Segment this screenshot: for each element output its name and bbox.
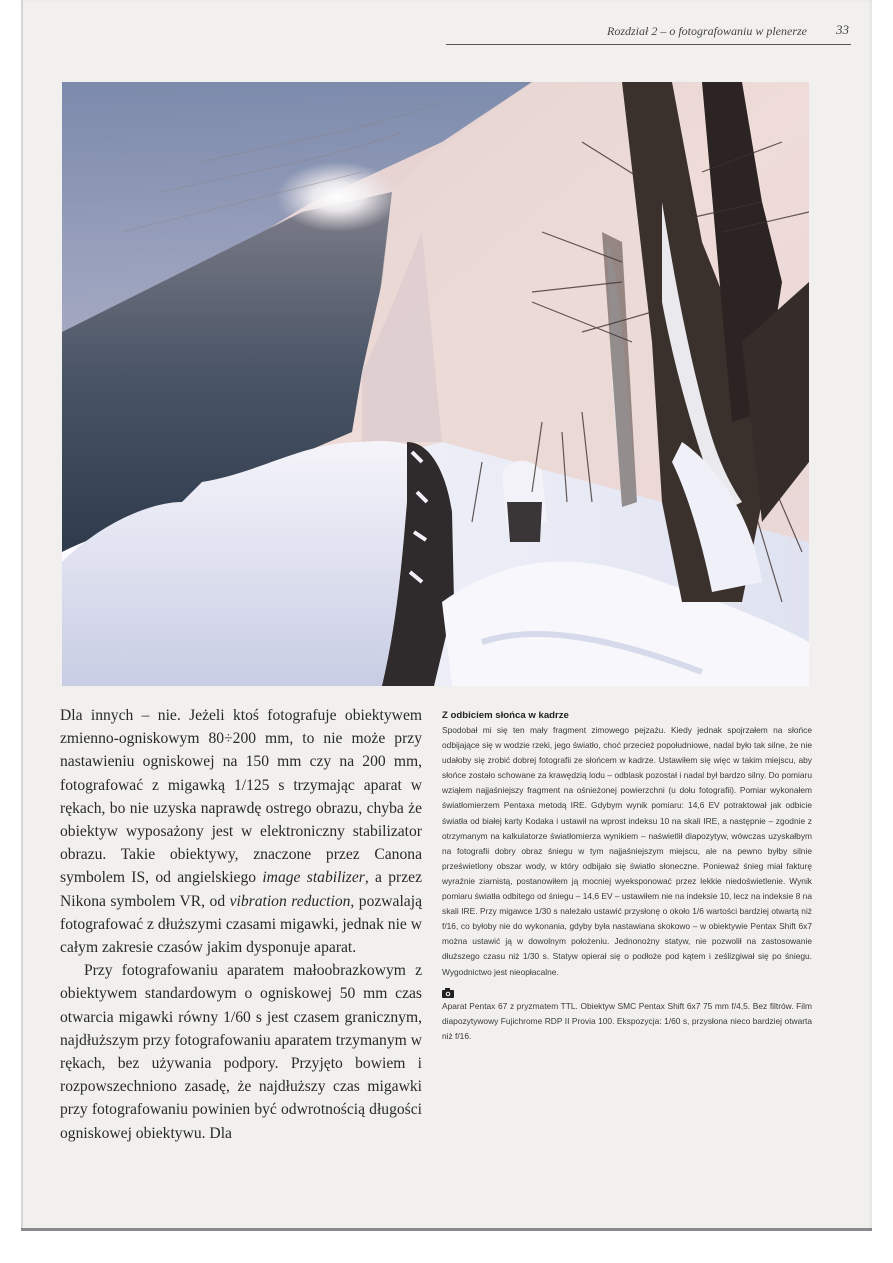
page-number: 33 bbox=[836, 22, 849, 37]
camera-icon bbox=[442, 988, 454, 998]
running-title: Rozdział 2 – o fotografowaniu w plenerze bbox=[606, 24, 807, 38]
p1-italic-term-1: image stabilizer bbox=[262, 869, 365, 887]
sidebar-body: Spodobał mi się ten mały fragment zimowego pejzażu. Kiedy jednak spojrzałem na słońce odbijające się w wodzie rzeki, jego światło, choć przecież popołudniowe, nadal było tak silne, że nie udałoby się zrobić dobrej fotografii ze słońcem w kadrze. Ustawiłem się więc w takim miejscu, aby słońce zostało schowane za krawędzią lodu – odblask pozostał i nadal był bardzo silny. Do pomiaru wziąłem najjaśniejszy fragment na ośnieżonej powierzchni (u dołu fotografii). Pomiar wykonałem światłomierzem Pentaxa metodą IRE. Gdybym wynik pomiaru: 14,6 EV potraktował jak odbicie światła od białej karty Kodaka i ustawił na wprost indeksu 10 na skali IRE, a następnie – zgodnie z otrzymanym na kalkulatorze światłomierza wynikiem – naświetlił diapozytyw, wówczas uzyskałbym na fotografii dobry obraz śniegu w tym najjaśniejszym miejscu, ale na pewno byłby silnie prześwietlony obszar wody, w który odbijało się światło słoneczne. Ponieważ śnieg miał fakturę wyraźnie ziarnistą, postanowiłem ją mocniej wyeksponować przez lekkie niedoświetlenie. Wynik pomiaru światła odbitego od śniegu – 14,6 EV – ustawiłem nie na indeksie 10, lecz na indeksie 8 na skali IRE. Przy migawce 1/30 s należało ustawić przysłonę o około 1/6 wartości bardziej otwartą niż f/16, co byłoby nie do wykonania, gdyby była nastawiana skokowo – w obiektywie Pentax Shift 6x7 można ustawić ją w dowolnym położeniu. Jednonożny statyw, nie pozwolił na zastosowanie dłuższego czasu niż 1/30 s. Statyw opierał się o podłoże pod kątem i ześlizgiwał się po śniegu. Wygodnictwo jest nieopłacalne. bbox=[442, 725, 812, 977]
sidebar-title: Z odbiciem słońca w kadrze bbox=[442, 710, 569, 721]
p1-italic-term-2: vibration reduction bbox=[229, 892, 351, 910]
p1-text-middle: , a przez Nikona symbolem VR, od bbox=[60, 869, 422, 910]
running-head bbox=[446, 22, 851, 45]
main-body-text bbox=[60, 704, 422, 1145]
photo-technical-caption: Aparat Pentax 67 z pryzmatem TTL. Obiektyw SMC Pentax Shift 6x7 75 mm f/4,5. Bez filtrów. Film diapozytywowy Fujichrome RDP II Provia 100. Ekspozycja: 1/60 s, przysłona nieco bardziej otwarta niż f/16. bbox=[442, 1000, 812, 1041]
photo-sidebar bbox=[442, 708, 812, 1044]
page-edge bbox=[21, 0, 23, 1230]
p1-text-start: Dla innych – nie. Jeżeli ktoś fotografuje obiektywem zmienno-ogniskowym 80÷200 mm, to nie może przy nastawieniu ogniskowej na 150 mm czy na 200 mm, fotografować z migawką 1/125 s trzymając aparat w rękach, bo nie uzyska naprawdę ostrego obrazu, chyba że obiektyw wyposażony jest w elektroniczny stabilizator obrazu. Takie obiektywy, znaczone przez Canona symbolem IS, od angielskiego bbox=[60, 707, 422, 887]
body-paragraph-2: Przy fotografowaniu aparatem małoobrazkowym z obiektywem standardowym o ogniskowej 50 mm czas otwarcia migawki równy 1/60 s jest czasem granicznym, najdłuższym przy fotografowaniu aparatem trzymanym w rękach, bez używania podpory. Przyjęto bowiem i rozpowszechniono zasadę, że najdłuższy czas migawki przy fotografowaniu powinien być odwrotnością długości ogniskowej obiektywu. Dla bbox=[60, 962, 422, 1142]
p1-text-end: , pozwalają fotografować z dłuższymi czasami migawki, jednak nie w całym zakresie czasów jakim dysponuje aparat. bbox=[60, 892, 422, 957]
body-paragraph-1 bbox=[60, 704, 422, 959]
winter-river-photo bbox=[62, 82, 809, 686]
page-bottom-shadow bbox=[21, 1228, 872, 1231]
